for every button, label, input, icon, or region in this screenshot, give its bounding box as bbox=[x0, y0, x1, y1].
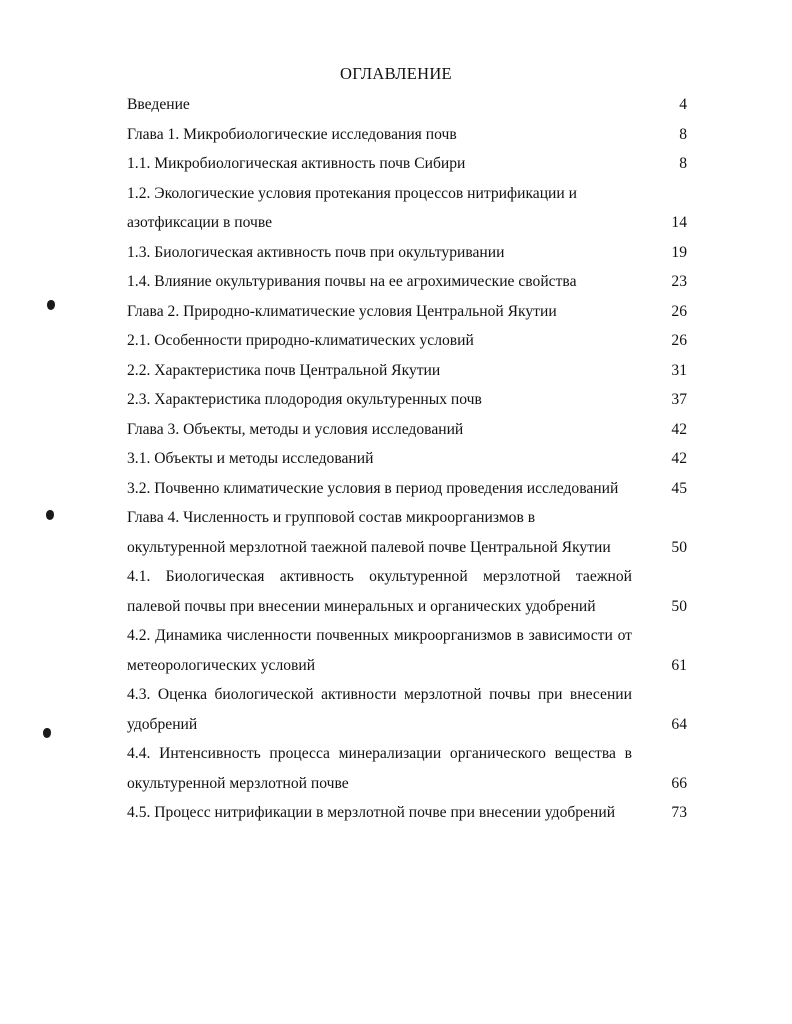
toc-entry-page: 8 bbox=[679, 125, 687, 143]
toc-entry-page: 4 bbox=[679, 96, 687, 113]
toc-entry[interactable] bbox=[127, 120, 687, 150]
toc-entry-title: Глава 2. Природно-климатические условия Центральной Якутии bbox=[127, 302, 557, 320]
toc-entry-title: 4.3. Оценка биологической активности мерзлотной почвы при внесении удобрений bbox=[127, 686, 632, 733]
toc-entry-title: Глава 1. Микробиологические исследования почв bbox=[127, 125, 457, 143]
toc-entry-page: 14 bbox=[671, 214, 687, 231]
toc-entry-page: 45 bbox=[671, 479, 687, 497]
toc-entry-page: 42 bbox=[671, 420, 687, 438]
toc-entry[interactable] bbox=[127, 385, 687, 415]
toc-entry-page: 64 bbox=[671, 715, 687, 733]
toc-entry-page: 26 bbox=[671, 302, 687, 320]
toc-entry-title: Глава 3. Объекты, методы и условия исследований bbox=[127, 420, 464, 438]
toc-entry-title: 1.4. Влияние окультуривания почвы на ее агрохимические свойства bbox=[127, 273, 577, 290]
toc-entry-page: 66 bbox=[671, 774, 687, 792]
toc-entry-page: 26 bbox=[671, 332, 687, 349]
toc-entry-title: 2.2. Характеристика почв Центральной Якутии bbox=[127, 361, 441, 379]
toc-entry[interactable] bbox=[127, 179, 687, 238]
binding-hole-mark bbox=[47, 300, 55, 310]
toc-entry-title: Глава 4. Численность и групповой состав микроорганизмов в окультуренной мерзлотной таежной палевой почве Центральной Якутии bbox=[127, 509, 611, 556]
toc-entry-title: 4.1. Биологическая активность окультуренной мерзлотной таежной палевой почвы при внесении минеральных и органических удобрений bbox=[127, 568, 632, 615]
toc-entry[interactable] bbox=[127, 444, 687, 474]
toc-entry[interactable] bbox=[127, 90, 687, 120]
toc-entry[interactable] bbox=[127, 267, 687, 297]
toc-entry[interactable] bbox=[127, 238, 687, 268]
toc-entry[interactable] bbox=[127, 621, 687, 680]
page-title: ОГЛАВЛЕНИЕ bbox=[340, 64, 452, 83]
toc-entry-title: 3.1. Объекты и методы исследований bbox=[127, 450, 374, 467]
toc-entry[interactable] bbox=[127, 474, 687, 504]
toc-entry[interactable] bbox=[127, 680, 687, 739]
toc-entry-page: 37 bbox=[671, 391, 687, 408]
toc-entry-page: 19 bbox=[671, 243, 687, 261]
toc-entry[interactable] bbox=[127, 798, 687, 828]
toc-entry-page: 61 bbox=[671, 656, 687, 674]
toc-entry-page: 50 bbox=[671, 538, 687, 556]
toc-entry[interactable] bbox=[127, 297, 687, 327]
toc-entry-title: Введение bbox=[127, 96, 190, 113]
toc-entry-title: 4.4. Интенсивность процесса минерализации органического вещества в окультуренной мерзлотной почве bbox=[127, 745, 632, 792]
toc-entry-title: 4.2. Динамика численности почвенных микроорганизмов в зависимости от метеорологических условий bbox=[127, 627, 632, 674]
toc-entry[interactable] bbox=[127, 739, 687, 798]
toc-entry-title: 1.1. Микробиологическая активность почв Сибири bbox=[127, 155, 466, 172]
toc-entry-title: 1.2. Экологические условия протекания процессов нитрификации и азотфиксации в почве bbox=[127, 184, 577, 231]
toc-entry-title: 2.1. Особенности природно-климатических условий bbox=[127, 332, 474, 349]
toc-entry-page: 50 bbox=[671, 597, 687, 615]
toc-entry-title: 4.5. Процесс нитрификации в мерзлотной почве при внесении удобрений bbox=[127, 804, 616, 821]
binding-hole-mark bbox=[43, 728, 51, 738]
toc-entry-page: 31 bbox=[671, 361, 687, 379]
toc-entry-page: 73 bbox=[671, 804, 687, 821]
toc-entry-page: 23 bbox=[671, 273, 687, 290]
toc-entry[interactable] bbox=[127, 503, 687, 562]
toc-entry[interactable] bbox=[127, 415, 687, 445]
toc-entry[interactable] bbox=[127, 149, 687, 179]
toc-entry[interactable] bbox=[127, 356, 687, 386]
binding-hole-mark bbox=[46, 510, 54, 520]
toc-entry[interactable] bbox=[127, 326, 687, 356]
toc-entry-page: 8 bbox=[679, 155, 687, 172]
toc-entry-title: 1.3. Биологическая активность почв при окультуривании bbox=[127, 243, 505, 261]
toc-entry-title: 3.2. Почвенно климатические условия в период проведения исследований bbox=[127, 479, 619, 497]
table-of-contents bbox=[127, 90, 687, 828]
toc-entry[interactable] bbox=[127, 562, 687, 621]
toc-entry-title: 2.3. Характеристика плодородия окультуренных почв bbox=[127, 391, 482, 408]
toc-entry-page: 42 bbox=[671, 450, 687, 467]
